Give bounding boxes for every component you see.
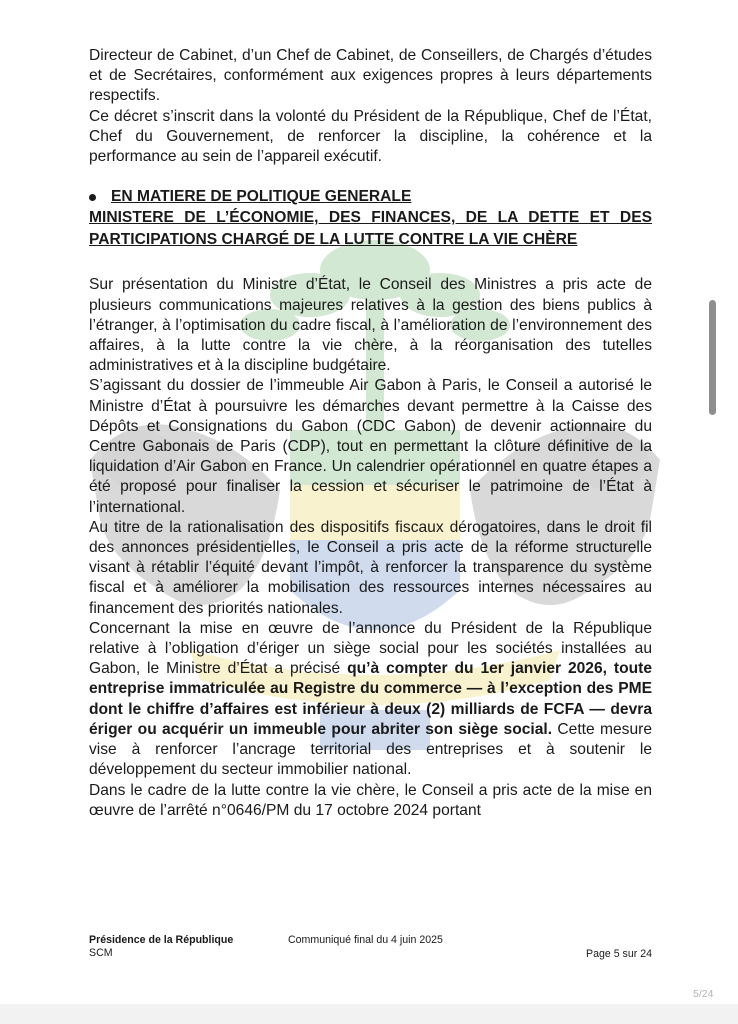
bullet-icon — [89, 194, 96, 201]
siege-social-emphasis: qu’à compter du 1er janvier 2026, toute entreprise immatriculée au Registre du commerce — à l’exception des PME dont le chiffre d’affaires est inférieur à deux (2) milliards de FCFA — devra ériger ou acquérir un immeuble pour abriter son siège social. — [89, 660, 652, 738]
footer-left — [89, 934, 233, 960]
paragraph-vie-chere: Dans le cadre de la lutte contre la vie chère, le Conseil a pris acte de la mise en œuvre de l’arrêté n°0646/PM du 17 octobre 2024 portant — [89, 781, 652, 819]
footer-page-number: Page 5 sur 24 — [586, 948, 652, 960]
scrollbar-thumb[interactable] — [709, 300, 716, 415]
siege-social-conclusion: Cette mesure vise à renforcer l’ancrage territorial des entreprises et à soutenir le développement du secteur immobilier national. — [89, 720, 653, 779]
paragraph-fiscal-reform: Au titre de la rationalisation des dispositifs fiscaux dérogatoires, dans le droit fil des annonces présidentielles, le Conseil a pris acte de la réforme structurelle visant à rétablir l’équité devant l’impôt, à renforcer la transparence du système fiscal et à améliorer la mobilisation des ressources internes nécessaires au financement des priorités nationales. — [89, 518, 652, 617]
siege-social-intro: Concernant la mise en œuvre de l’annonce du Président de la République relative à l’obligation d’ériger un siège social pour les sociétés installées au Gabon, le Ministre d’État a précisé — [89, 619, 652, 678]
ministry-heading: MINISTERE DE L’ÉCONOMIE, DES FINANCES, DE LA DETTE ET DES PARTICIPATIONS CHARGÉ DE LA LUTTE CONTRE LA VIE CHÈRE — [89, 209, 652, 249]
viewer-bottom-strip — [0, 1004, 738, 1024]
paragraph-presentation: Sur présentation du Ministre d’État, le Conseil des Ministres a pris acte de plusieurs communications majeures relatives à la gestion des biens publics à l’étranger, à l’optimisation du cadre fiscal, à l’amélioration de l’environnement des affaires, à la lutte contre la vie chère, à la réorganisation des tutelles administratives et à la discipline budgétaire. — [89, 276, 652, 375]
footer-org: Présidence de la République — [89, 934, 234, 946]
paragraph-decret: Ce décret s’inscrit dans la volonté du Président de la République, Chef de l’État, Chef du Gouvernement, de renforcer la discipline, la cohérence et la performance au sein de l’appareil exécutif. — [89, 107, 652, 166]
section-heading-label: EN MATIERE DE POLITIQUE GENERALE — [111, 188, 412, 206]
footer-title: Communiqué final du 4 juin 2025 — [288, 934, 443, 946]
paragraph-siege-social — [89, 619, 652, 781]
section-heading-politique-generale — [89, 187, 652, 207]
page-footer — [89, 934, 652, 966]
footer-unit: SCM — [89, 947, 113, 959]
document-body — [89, 46, 652, 821]
paragraph-air-gabon: S’agissant du dossier de l’immeuble Air Gabon à Paris, le Conseil a autorisé le Ministre d’État à poursuivre les démarches devant permettre à la Caisse des Dépôts et Consignations du Gabon (CDC Gabon) de devenir actionnaire du Centre Gabonais de Paris (CDP), tout en permettant la clôture définitive de la liquidation d’Air Gabon en France. Un calendrier opérationnel en quatre étapes a été proposé pour finaliser la cession et sécuriser le patrimoine de l’État à l’international. — [89, 377, 652, 516]
viewer-page-indicator: 5/24 — [693, 988, 714, 1000]
paragraph-cabinet: Directeur de Cabinet, d’un Chef de Cabinet, de Conseillers, de Chargés d’études et de Secrétaires, conformément aux exigences propres à leurs départements respectifs. — [89, 47, 652, 105]
